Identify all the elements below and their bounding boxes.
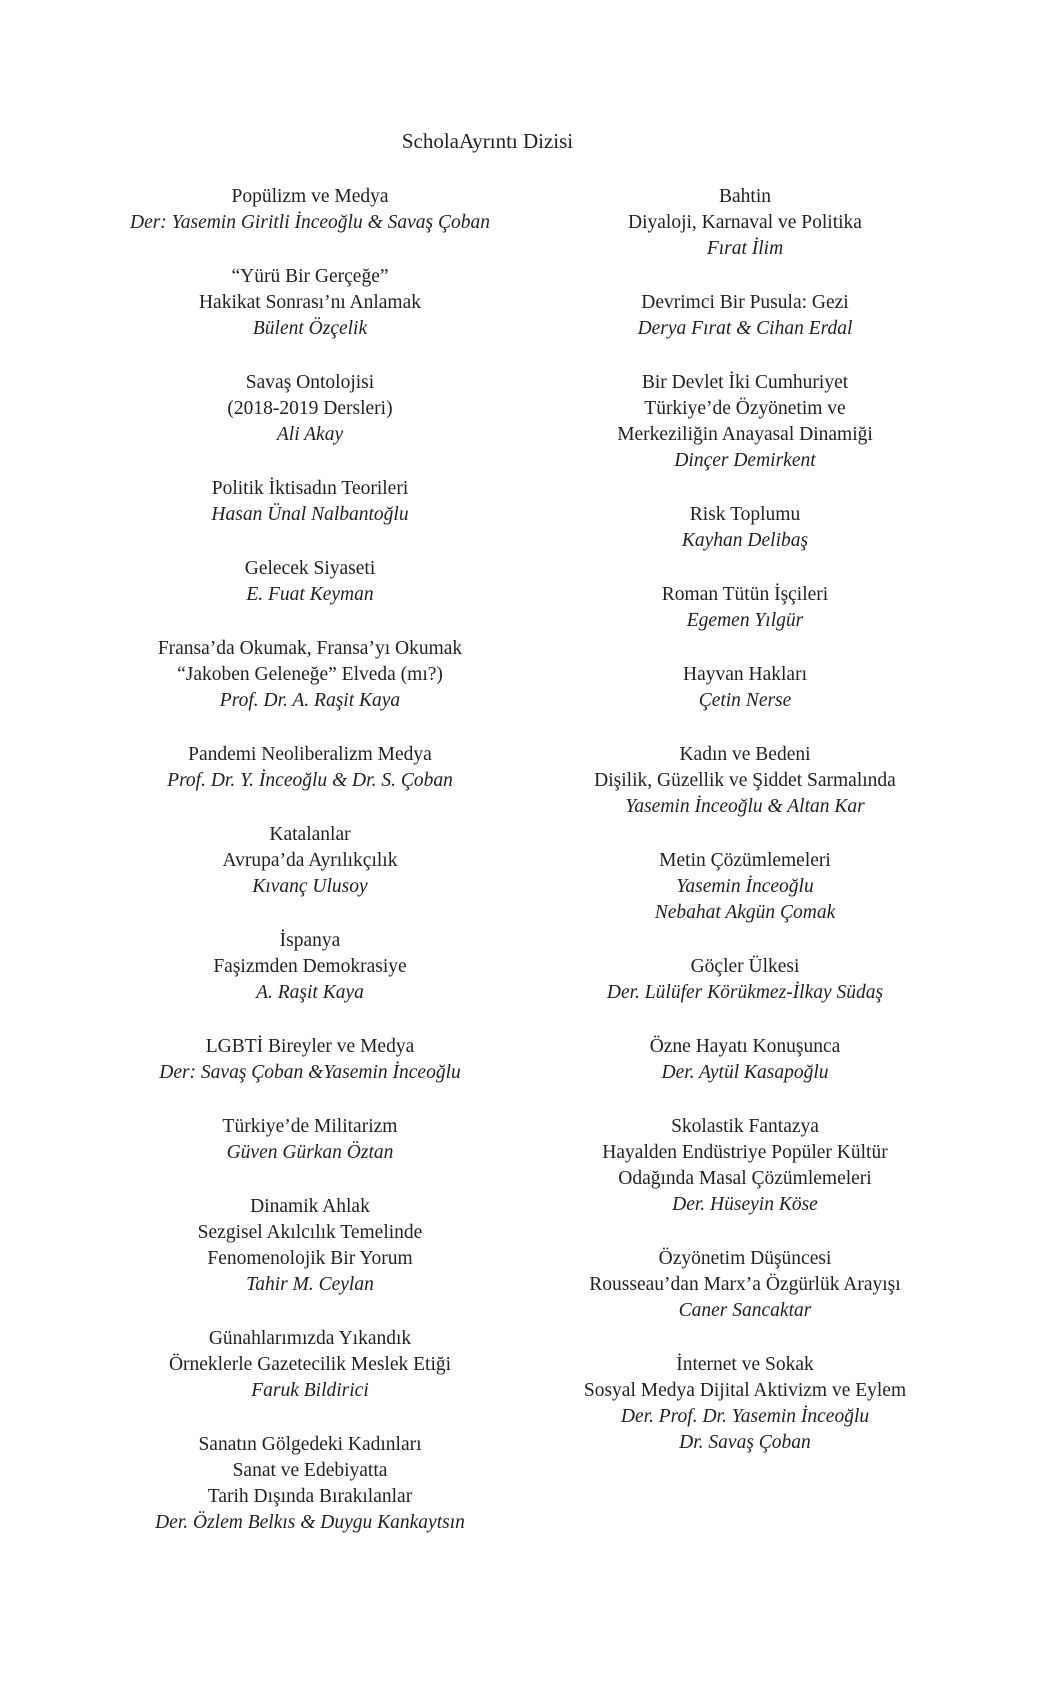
- book-entry: [515, 1114, 975, 1218]
- book-title-line: Odağında Masal Çözümlemeleri: [618, 1168, 872, 1189]
- book-author: Prof. Dr. A. Raşit Kaya: [219, 690, 401, 711]
- book-author: E. Fuat Keyman: [246, 584, 374, 605]
- book-entry: [515, 1246, 975, 1324]
- book-title-line: “Yürü Bir Gerçeğe”: [231, 266, 389, 287]
- book-entry: [515, 1034, 975, 1086]
- book-title-line: Gelecek Siyaseti: [244, 558, 376, 579]
- book-entry: [515, 582, 975, 634]
- book-title-line: Günahlarımızda Yıkandık: [208, 1328, 412, 1349]
- book-title-line: Örneklerle Gazetecilik Meslek Etiği: [168, 1354, 452, 1375]
- book-entry: [515, 502, 975, 554]
- book-author: Yasemin İnceoğlu & Altan Kar: [625, 796, 865, 817]
- book-title-line: Faşizmden Demokrasiye: [213, 956, 407, 977]
- book-title-line: Diyaloji, Karnaval ve Politika: [628, 212, 862, 233]
- book-title-line: Kadın ve Bedeni: [679, 744, 811, 765]
- book-title-line: Avrupa’da Ayrılıkçılık: [222, 850, 398, 871]
- book-title-line: İnternet ve Sokak: [676, 1354, 814, 1375]
- book-author: Tahir M. Ceylan: [246, 1274, 374, 1295]
- book-title-line: Merkeziliğin Anayasal Dinamiği: [617, 424, 873, 445]
- book-entry: [80, 1432, 540, 1536]
- book-author: Dinçer Demirkent: [674, 450, 816, 471]
- left-column: [80, 184, 540, 1564]
- book-entry: [515, 290, 975, 342]
- book-entry: [80, 636, 540, 714]
- book-title-line: “Jakoben Geleneğe” Elveda (mı?): [177, 664, 443, 685]
- book-author: Derya Fırat & Cihan Erdal: [637, 318, 853, 339]
- book-author: Egemen Yılgür: [686, 610, 804, 631]
- book-title-line: Bahtin: [719, 186, 771, 207]
- book-title-line: Özne Hayatı Konuşunca: [649, 1036, 841, 1057]
- book-title-line: Metin Çözümlemeleri: [659, 850, 831, 871]
- book-title-line: Savaş Ontolojisi: [245, 372, 375, 393]
- book-entry: [80, 184, 540, 236]
- book-entry: [515, 184, 975, 262]
- book-entry: [80, 742, 540, 794]
- book-author: Güven Gürkan Öztan: [226, 1142, 394, 1163]
- book-author: Kayhan Delibaş: [681, 530, 809, 551]
- book-author: Fırat İlim: [706, 238, 784, 259]
- right-column: [515, 184, 975, 1484]
- book-author: Caner Sancaktar: [678, 1300, 812, 1321]
- book-title-line: Tarih Dışında Bırakılanlar: [207, 1486, 413, 1507]
- book-title-line: Göçler Ülkesi: [690, 956, 800, 977]
- book-title-line: Hakikat Sonrası’nı Anlamak: [198, 292, 422, 313]
- book-author: Prof. Dr. Y. İnceoğlu & Dr. S. Çoban: [167, 770, 453, 791]
- book-title-line: Skolastik Fantazya: [671, 1116, 819, 1137]
- book-entry: [80, 1114, 540, 1166]
- book-author: Der. Aytül Kasapoğlu: [661, 1062, 829, 1083]
- book-author: Dr. Savaş Çoban: [679, 1432, 811, 1453]
- book-author: Çetin Nerse: [698, 690, 792, 711]
- book-title-line: (2018-2019 Dersleri): [227, 398, 393, 419]
- book-entry: [80, 822, 540, 900]
- book-title-line: LGBTİ Bireyler ve Medya: [205, 1036, 415, 1057]
- book-title-line: Türkiye’de Militarizm: [222, 1116, 398, 1137]
- book-title-line: Sanat ve Edebiyatta: [232, 1460, 388, 1481]
- book-title-line: Katalanlar: [269, 824, 351, 845]
- series-title: ScholaAyrıntı Dizisi: [401, 129, 574, 153]
- book-author: Hasan Ünal Nalbantoğlu: [211, 504, 409, 525]
- book-entry: [515, 662, 975, 714]
- book-title-line: Pandemi Neoliberalizm Medya: [188, 744, 432, 765]
- book-author: Yasemin İnceoğlu: [676, 876, 814, 897]
- book-entry: [515, 370, 975, 474]
- book-title-line: Sanatın Gölgedeki Kadınları: [198, 1434, 422, 1455]
- book-title-line: Bir Devlet İki Cumhuriyet: [641, 372, 849, 393]
- book-title-line: Hayalden Endüstriye Popüler Kültür: [602, 1142, 888, 1163]
- book-entry: [515, 848, 975, 926]
- book-author: A. Raşit Kaya: [256, 982, 364, 1003]
- book-title-line: Rousseau’dan Marx’a Özgürlük Arayışı: [589, 1274, 901, 1295]
- book-title-line: Hayvan Hakları: [683, 664, 807, 685]
- book-entry: [80, 1194, 540, 1298]
- book-title-line: Fenomenolojik Bir Yorum: [207, 1248, 413, 1269]
- book-title-line: Risk Toplumu: [689, 504, 801, 525]
- book-title-line: Dişilik, Güzellik ve Şiddet Sarmalında: [594, 770, 896, 791]
- book-author: Nebahat Akgün Çomak: [654, 902, 836, 923]
- book-entry: [80, 556, 540, 608]
- book-author: Der: Yasemin Giritli İnceoğlu & Savaş Çoban: [129, 212, 491, 233]
- book-title-line: Popülizm ve Medya: [231, 186, 389, 207]
- book-title-line: Fransa’da Okumak, Fransa’yı Okumak: [157, 638, 463, 659]
- book-title-line: Sezgisel Akılcılık Temelinde: [197, 1222, 423, 1243]
- book-title-line: Dinamik Ahlak: [250, 1196, 370, 1217]
- book-author: Der: Savaş Çoban &Yasemin İnceoğlu: [159, 1062, 461, 1083]
- book-title-line: Roman Tütün İşçileri: [661, 584, 829, 605]
- book-entry: [515, 742, 975, 820]
- book-entry: [80, 264, 540, 342]
- book-title-line: Sosyal Medya Dijital Aktivizm ve Eylem: [583, 1380, 907, 1401]
- book-author: Der. Prof. Dr. Yasemin İnceoğlu: [620, 1406, 870, 1427]
- book-entry: [80, 1326, 540, 1404]
- book-author: Bülent Özçelik: [252, 318, 368, 339]
- book-title-line: Politik İktisadın Teorileri: [211, 478, 409, 499]
- book-entry: [515, 954, 975, 1006]
- book-author: Der. Özlem Belkıs & Duygu Kankaytsın: [155, 1512, 465, 1533]
- book-title-line: Devrimci Bir Pusula: Gezi: [641, 292, 849, 313]
- book-title-line: İspanya: [279, 930, 341, 951]
- book-title-line: Özyönetim Düşüncesi: [658, 1248, 832, 1269]
- book-author: Der. Hüseyin Köse: [672, 1194, 818, 1215]
- book-author: Faruk Bildirici: [251, 1380, 369, 1401]
- book-entry: [80, 476, 540, 528]
- book-entry: [80, 370, 540, 448]
- book-author: Der. Lülüfer Körükmez-İlkay Südaş: [606, 982, 884, 1003]
- book-author: Ali Akay: [276, 424, 344, 445]
- book-entry: [80, 1034, 540, 1086]
- book-author: Kıvanç Ulusoy: [252, 876, 368, 897]
- book-entry: [515, 1352, 975, 1456]
- book-entry: [80, 928, 540, 1006]
- book-title-line: Türkiye’de Özyönetim ve: [644, 398, 846, 419]
